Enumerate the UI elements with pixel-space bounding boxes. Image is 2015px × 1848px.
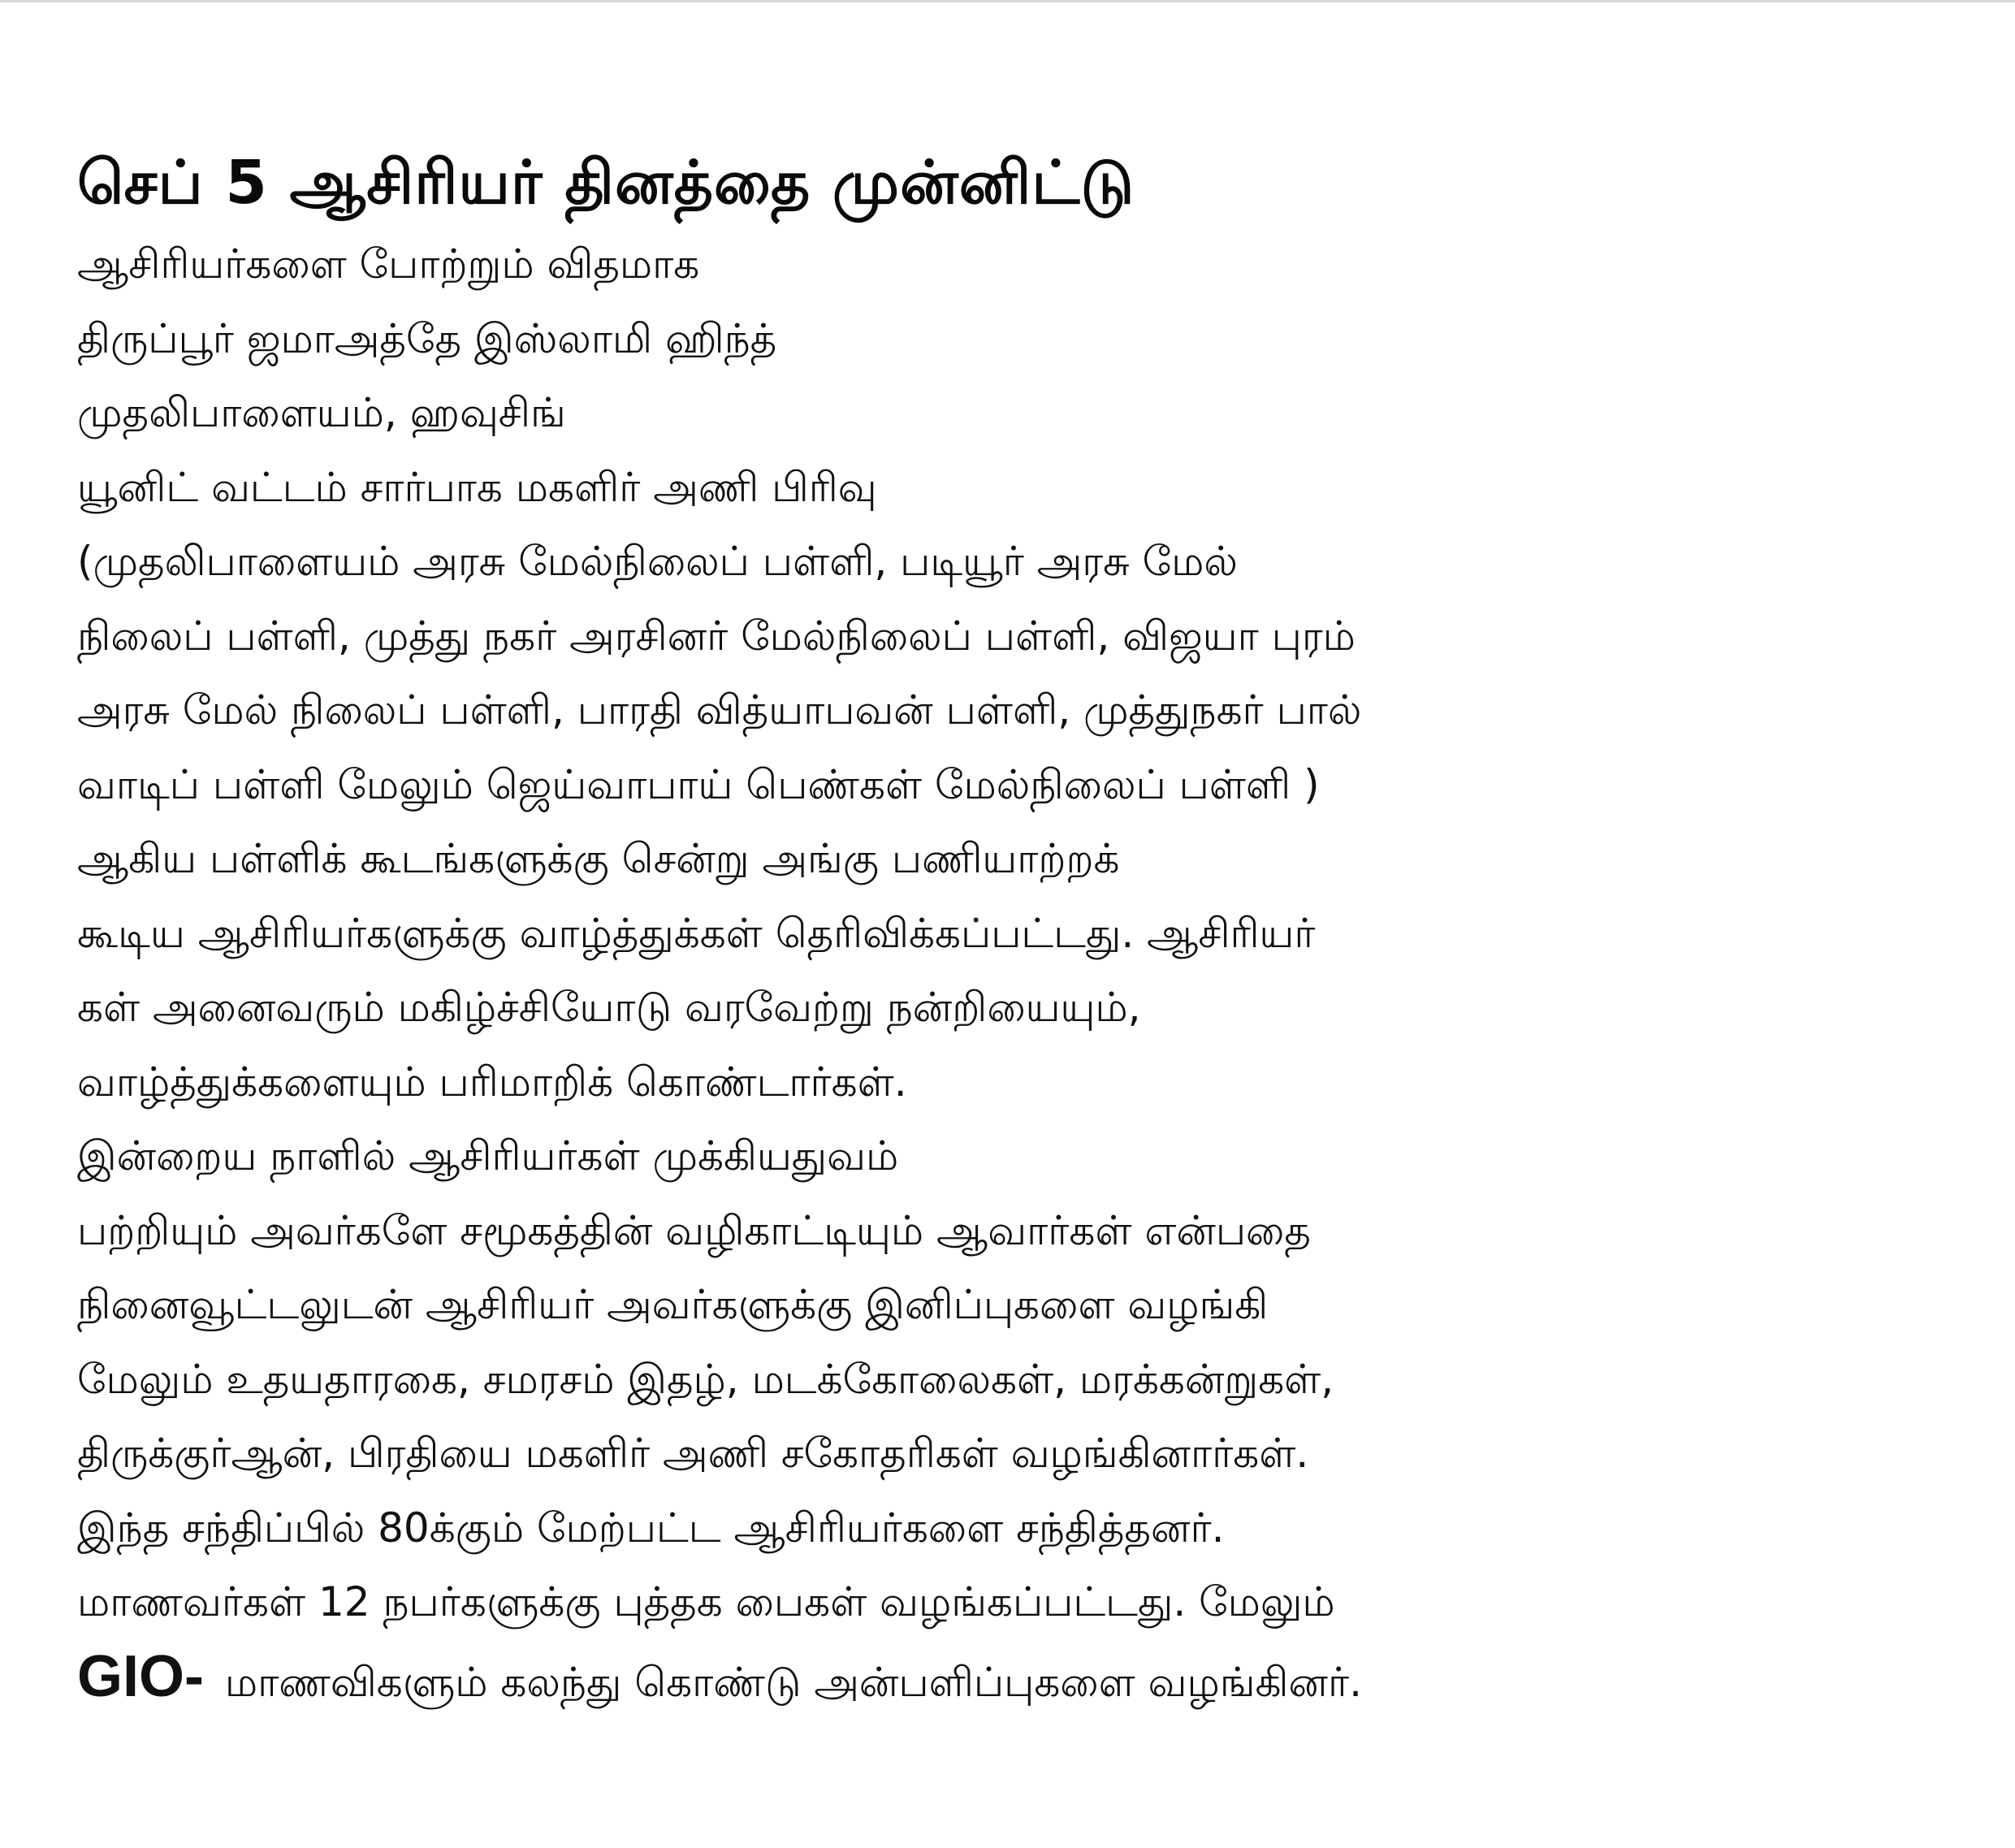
body-line: நிலைப் பள்ளி, முத்து நகர் அரசினர் மேல்நிலைப் பள்ளி, விஜயா புரம் [77, 612, 1356, 660]
body-line: நினைவூட்டலுடன் ஆசிரியர் அவர்களுக்கு இனிப்புகளை வழங்கி [77, 1281, 1269, 1328]
body-line: யூனிட் வட்டம் சார்பாக மகளிர் அணி பிரிவு [77, 463, 877, 511]
article [77, 138, 1978, 1714]
body-line: இந்த சந்திப்பில் 80க்கும் மேற்பட்ட ஆசிரியர்களை சந்தித்தனர். [77, 1504, 1225, 1552]
body-line: பற்றியும் அவர்களே சமூகத்தின் வழிகாட்டியும் ஆவார்கள் என்பதை [77, 1206, 1311, 1254]
body-line: கூடிய ஆசிரியர்களுக்கு வாழ்த்துக்கள் தெரிவிக்கப்பட்டது. ஆசிரியர் [77, 909, 1316, 957]
top-border [0, 0, 2015, 2]
body-line: வாடிப் பள்ளி மேலும் ஜெய்வாபாய் பெண்கள் மேல்நிலைப் பள்ளி ) [77, 760, 1320, 808]
body-line: முதலிபாளையம், ஹவுசிங் [77, 389, 566, 436]
closing-line [77, 1640, 1978, 1715]
body-line: வாழ்த்துக்களையும் பரிமாறிக் கொண்டார்கள். [77, 1058, 907, 1106]
body-line: இன்றைய நாளில் ஆசிரியர்கள் முக்கியதுவம் [77, 1132, 899, 1179]
body-line: மேலும் உதயதாரகை, சமரசம் இதழ், மடக்கோலைகள், மரக்கன்றுகள், [77, 1355, 1334, 1403]
body-line: திருப்பூர் ஜமாஅத்தே இஸ்லாமி ஹிந்த் [77, 314, 777, 362]
body-line: மாணவர்கள் 12 நபர்களுக்கு புத்தக பைகள் வழங்கப்பட்டது. மேலும் [77, 1578, 1335, 1625]
article-body [77, 227, 1978, 1714]
gio-label: GIO- [77, 1643, 204, 1709]
body-line: அரசு மேல் நிலைப் பள்ளி, பாரதி வித்யாபவன் பள்ளி, முத்துநகர் பால் [77, 686, 1362, 734]
body-line: ஆசிரியர்களை போற்றும் விதமாக [77, 240, 700, 288]
article-title: செப் 5 ஆசிரியர் தினத்தை முன்னிட்டு [77, 148, 1135, 218]
body-line: திருக்குர்ஆன், பிரதியை மகளிர் அணி சகோதரிகள் வழங்கினார்கள். [77, 1430, 1309, 1477]
body-line: கள் அனைவரும் மகிழ்ச்சியோடு வரவேற்று நன்றியையும், [77, 984, 1141, 1031]
body-line: (முதலிபாளையம் அரசு மேல்நிலைப் பள்ளி, படியூர் அரசு மேல் [77, 538, 1238, 585]
closing-text: மாணவிகளும் கலந்து கொண்டு அன்பளிப்புகளை வழங்கினர். [224, 1658, 1362, 1706]
body-line: ஆகிய பள்ளிக் கூடங்களுக்கு சென்று அங்கு பணியாற்றக் [77, 835, 1120, 882]
